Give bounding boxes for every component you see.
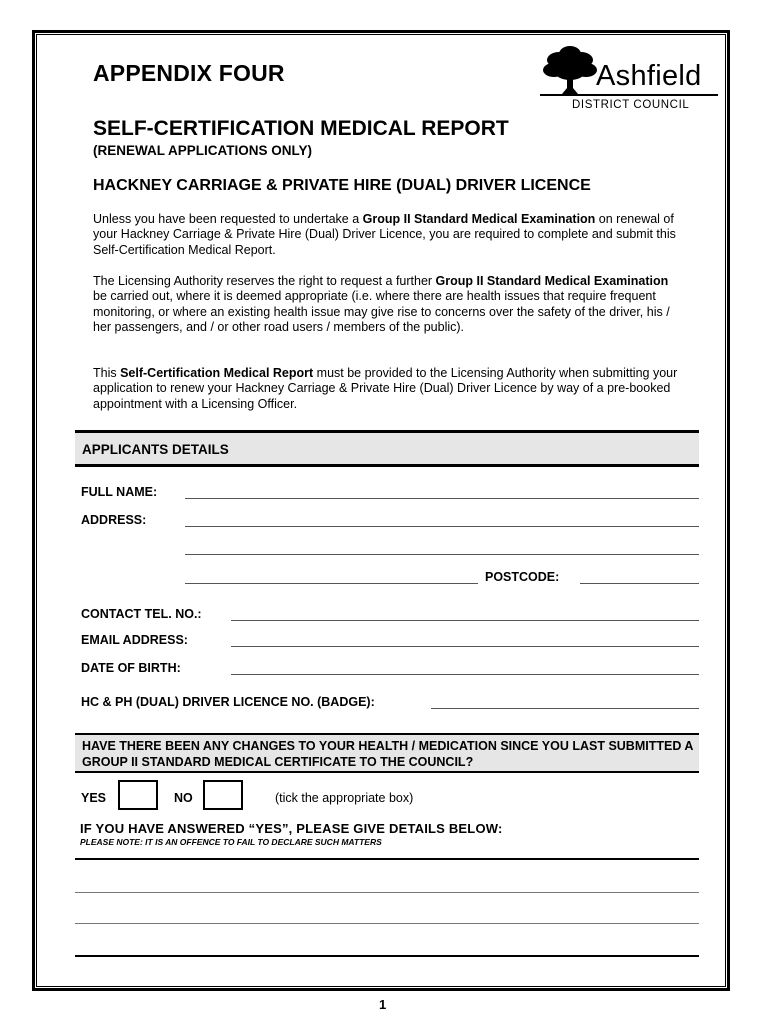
licence-number-label: HC & PH (DUAL) DRIVER LICENCE NO. (BADGE): bbox=[81, 695, 375, 709]
no-checkbox[interactable] bbox=[203, 780, 243, 810]
health-question-header bbox=[75, 733, 699, 773]
postcode-label: POSTCODE: bbox=[485, 570, 560, 584]
details-line-1-field[interactable] bbox=[75, 892, 699, 893]
health-question-text: HAVE THERE BEEN ANY CHANGES TO YOUR HEALTH / MEDICATION SINCE YOU LAST SUBMITTED A GROUP II STANDARD MEDICAL CERTIFICATE TO THE COUNCIL? bbox=[82, 739, 693, 769]
email-label: EMAIL ADDRESS: bbox=[81, 633, 188, 647]
council-subtitle: DISTRICT COUNCIL bbox=[572, 99, 690, 111]
offence-note: PLEASE NOTE: IT IS AN OFFENCE TO FAIL TO DECLARE SUCH MATTERS bbox=[80, 837, 382, 847]
tick-box-hint: (tick the appropriate box) bbox=[275, 791, 414, 805]
details-top-rule bbox=[75, 858, 699, 860]
full-name-field[interactable] bbox=[185, 498, 699, 499]
licence-number-field[interactable] bbox=[431, 708, 699, 709]
council-logo bbox=[540, 44, 720, 116]
no-label: NO bbox=[174, 791, 193, 805]
address-line-2-field[interactable] bbox=[185, 554, 699, 555]
logo-divider bbox=[540, 94, 718, 96]
licence-heading: HACKNEY CARRIAGE & PRIVATE HIRE (DUAL) DRIVER LICENCE bbox=[93, 177, 591, 194]
yes-label: YES bbox=[81, 791, 107, 805]
intro-paragraph-2: The Licensing Authority reserves the right to request a further Group II Standard Medical Examination be carried out, where it is deemed appropriate (i.e. where there are health issues that require frequent monitoring, or where an existing health issue may give rise to concerns over the safety of the driver, his / her passengers, and / or other road users / members of the public). bbox=[93, 274, 670, 335]
address-label: ADDRESS: bbox=[81, 513, 147, 527]
contact-tel-field[interactable] bbox=[231, 620, 699, 621]
contact-tel-label: CONTACT TEL. NO.: bbox=[81, 607, 202, 621]
full-name-label: FULL NAME: bbox=[81, 485, 158, 499]
report-title: SELF-CERTIFICATION MEDICAL REPORT bbox=[93, 117, 509, 140]
yes-checkbox[interactable] bbox=[118, 780, 158, 810]
page-number: 1 bbox=[379, 997, 387, 1012]
details-bottom-rule bbox=[75, 955, 699, 957]
details-line-2-field[interactable] bbox=[75, 923, 699, 924]
appendix-heading: APPENDIX FOUR bbox=[93, 60, 285, 86]
email-field[interactable] bbox=[231, 646, 699, 647]
date-of-birth-field[interactable] bbox=[231, 674, 699, 675]
report-subtitle: (RENEWAL APPLICATIONS ONLY) bbox=[93, 143, 313, 158]
council-name: Ashfield bbox=[596, 60, 702, 92]
applicants-details-header bbox=[75, 430, 699, 467]
intro-paragraph-3: This Self-Certification Medical Report must be provided to the Licensing Authority when submitting your application to renew your Hackney Carriage & Private Hire (Dual) Driver Licence by way of a pre-booked appointment with a Licensing Officer. bbox=[93, 366, 678, 411]
address-line-3-field[interactable] bbox=[185, 583, 478, 584]
postcode-field[interactable] bbox=[580, 583, 699, 584]
applicants-details-title: APPLICANTS DETAILS bbox=[82, 442, 229, 457]
intro-paragraph-1: Unless you have been requested to undertake a Group II Standard Medical Examination on renewal of your Hackney Carriage & Private Hire (Dual) Driver Licence, you are required to complete and submit this Self-Certification Medical Report. bbox=[93, 212, 676, 257]
tree-icon bbox=[540, 44, 600, 96]
address-line-1-field[interactable] bbox=[185, 526, 699, 527]
details-prompt: IF YOU HAVE ANSWERED “YES”, PLEASE GIVE DETAILS BELOW: bbox=[80, 821, 503, 836]
date-of-birth-label: DATE OF BIRTH: bbox=[81, 661, 181, 675]
